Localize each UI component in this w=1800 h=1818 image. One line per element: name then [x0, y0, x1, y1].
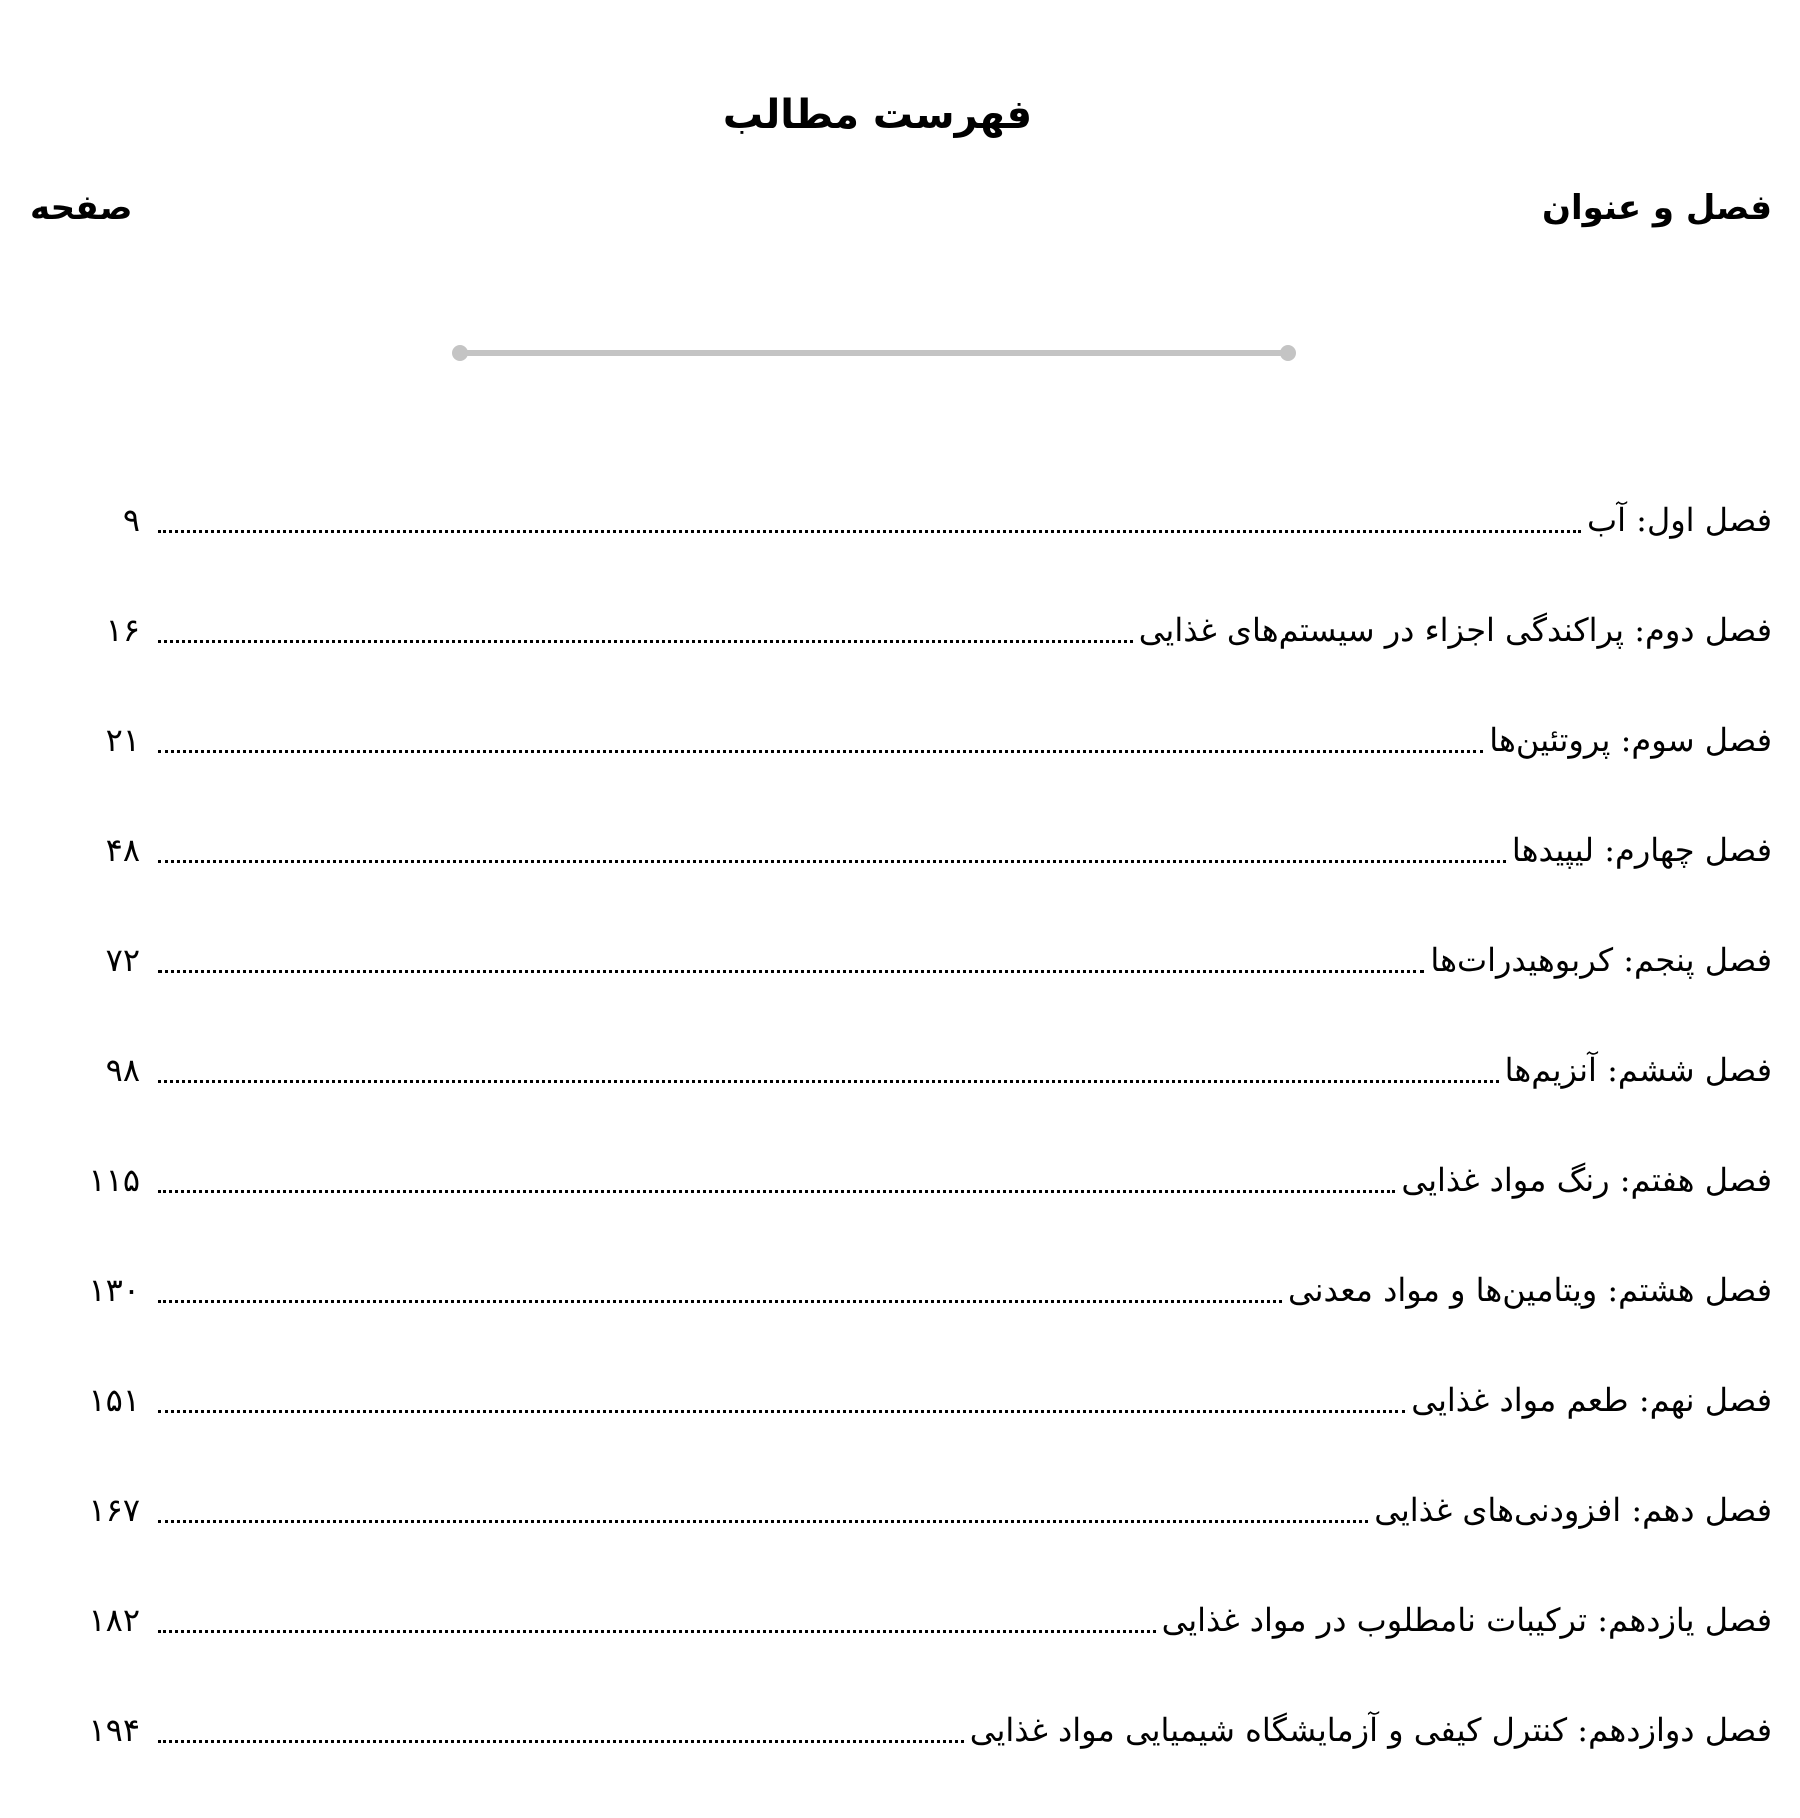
decorative-divider	[452, 345, 1296, 361]
toc-entry-title: فصل نهم: طعم مواد غذایی	[1411, 1381, 1772, 1419]
dot-leader	[158, 718, 1483, 753]
toc-entry-page: ۱۵۱	[88, 1381, 140, 1419]
dot-leader	[158, 1378, 1405, 1413]
toc-entry[interactable]	[62, 608, 1772, 718]
toc-entry-page: ۷۲	[105, 941, 140, 979]
toc-entry[interactable]	[62, 828, 1772, 938]
toc-entry-page: ۴۸	[105, 831, 140, 869]
toc-entry[interactable]	[62, 1268, 1772, 1378]
chapter-column-header: فصل و عنوان	[1541, 188, 1772, 228]
toc-entry-title: فصل یازدهم: ترکیبات نامطلوب در مواد غذایی	[1161, 1601, 1772, 1639]
divider-bar	[460, 350, 1288, 356]
toc-entry-title: فصل سوم: پروتئین‌ها	[1489, 721, 1772, 759]
dot-leader	[158, 608, 1133, 643]
toc-entry-page: ۱۳۰	[88, 1271, 140, 1309]
page-column-header: صفحه	[30, 188, 133, 228]
toc-entry-title: فصل دوازدهم: کنترل کیفی و آزمایشگاه شیمیایی مواد غذایی	[969, 1711, 1772, 1749]
toc-entry[interactable]	[62, 938, 1772, 1048]
toc-entry-title: فصل چهارم: لیپیدها	[1511, 831, 1772, 869]
dot-leader	[158, 498, 1581, 533]
toc-entry-title: فصل دوم: پراکندگی اجزاء در سیستم‌های غذایی	[1138, 611, 1772, 649]
dot-leader	[158, 1708, 964, 1743]
toc-entry-page: ۹۸	[105, 1051, 140, 1089]
toc-entry-page: ۱۶	[105, 611, 140, 649]
toc-entry[interactable]	[62, 1048, 1772, 1158]
toc-entry-page: ۱۱۵	[88, 1161, 140, 1199]
toc-entry-title: فصل پنجم: کربوهیدرات‌ها	[1430, 941, 1772, 979]
dot-leader	[158, 828, 1506, 863]
dot-leader	[158, 938, 1424, 973]
toc-entry-page: ۱۶۷	[88, 1491, 140, 1529]
toc-entry-page: ۱۸۲	[88, 1601, 140, 1639]
toc-entry[interactable]	[62, 1488, 1772, 1598]
toc-entry-title: فصل هفتم: رنگ مواد غذایی	[1401, 1161, 1772, 1199]
toc-entry-title: فصل هشتم: ویتامین‌ها و مواد معدنی	[1287, 1271, 1772, 1309]
toc-entry[interactable]	[62, 1378, 1772, 1488]
toc-entry[interactable]	[62, 1158, 1772, 1268]
divider-dot-right	[1280, 345, 1296, 361]
divider-dot-left	[452, 345, 468, 361]
toc-entry-page: ۹	[122, 501, 140, 539]
toc-entry[interactable]	[62, 1598, 1772, 1708]
dot-leader	[158, 1158, 1395, 1193]
toc-entry-page: ۲۱	[105, 721, 140, 759]
dot-leader	[158, 1048, 1499, 1083]
toc-entry[interactable]	[62, 498, 1772, 608]
toc-entry-page: ۱۹۴	[88, 1711, 140, 1749]
toc-entry-title: فصل اول: آب	[1586, 501, 1772, 539]
dot-leader	[158, 1488, 1368, 1523]
page-title: فهرست مطالب	[722, 92, 1033, 138]
toc-entry[interactable]	[62, 1708, 1772, 1818]
dot-leader	[158, 1268, 1282, 1303]
toc-entry-title: فصل دهم: افزودنی‌های غذایی	[1374, 1491, 1772, 1529]
toc-entry-title: فصل ششم: آنزیم‌ها	[1504, 1051, 1772, 1089]
table-of-contents	[62, 498, 1772, 1818]
toc-entry[interactable]	[62, 718, 1772, 828]
dot-leader	[158, 1598, 1156, 1633]
